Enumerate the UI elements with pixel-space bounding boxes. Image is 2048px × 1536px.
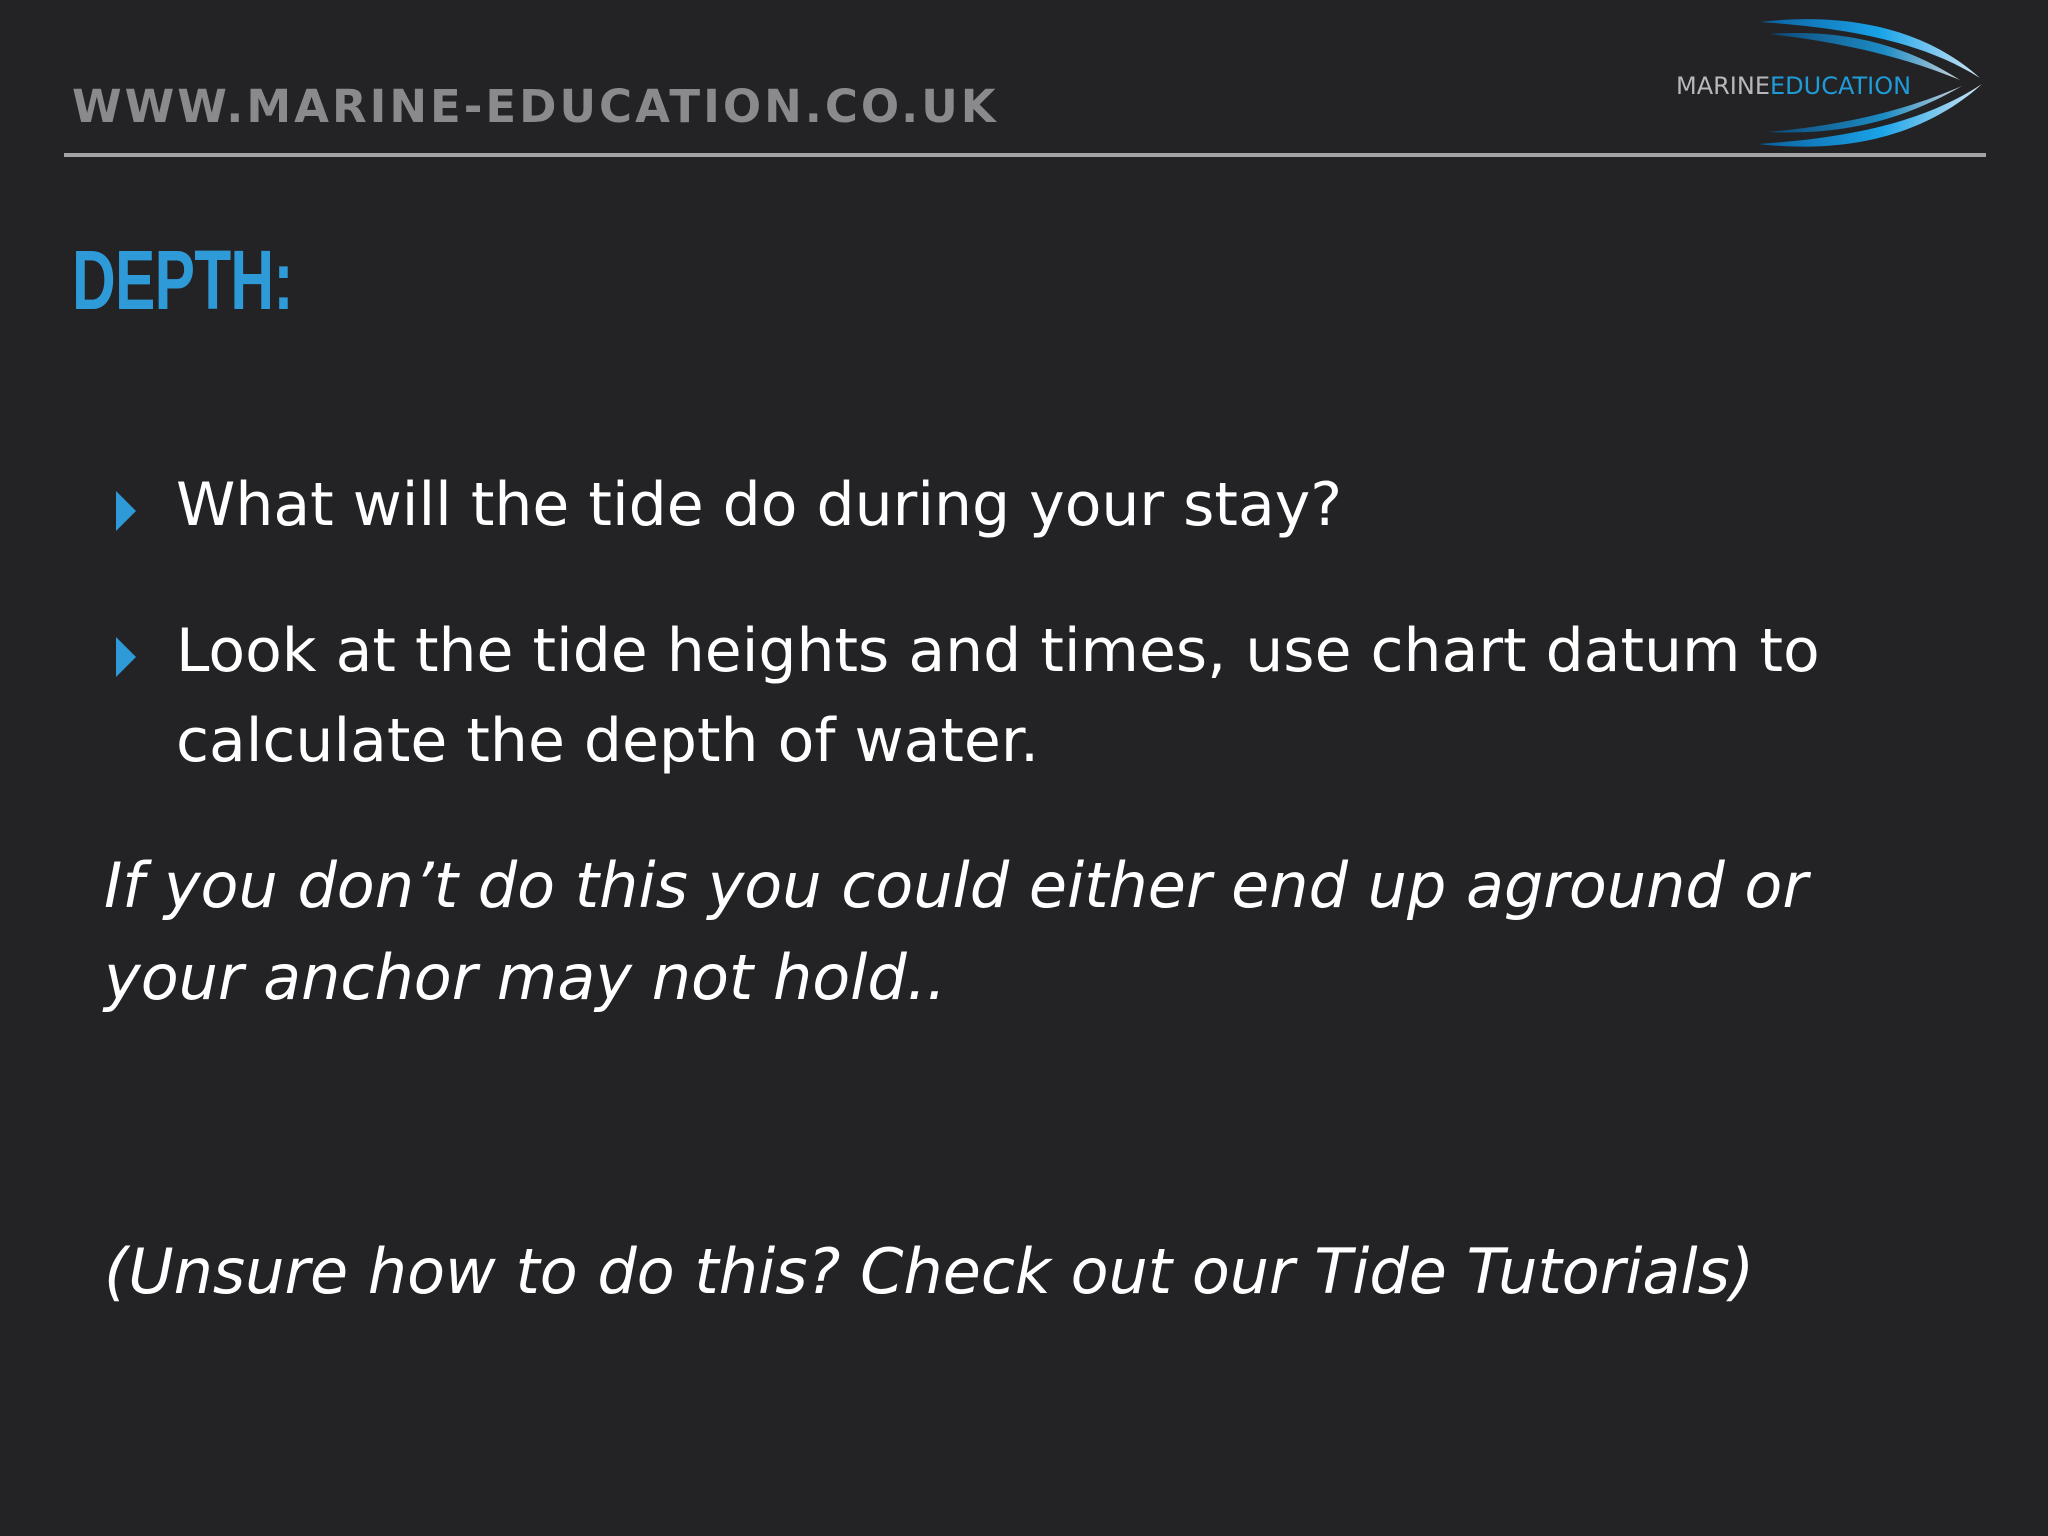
logo-word-marine: MARINE <box>1676 72 1770 100</box>
warning-note: If you don’t do this you could either end up aground or your anchor may not hold.. <box>104 849 1808 1014</box>
bullet-item <box>116 606 1876 786</box>
bullet-text: What will the tide do during your stay? <box>176 470 1343 540</box>
triangle-bullet-icon <box>116 491 136 531</box>
bullet-item <box>116 460 1876 550</box>
tutorial-note: (Unsure how to do this? Check out our Tide Tutorials) <box>104 1235 1755 1308</box>
header-divider <box>64 153 1986 157</box>
triangle-bullet-icon <box>116 637 136 677</box>
bullet-list <box>116 460 1876 842</box>
slide-title: DEPTH: <box>72 233 293 327</box>
logo-text <box>1676 72 1911 100</box>
logo-word-education: EDUCATION <box>1770 72 1912 100</box>
site-url: WWW.MARINE-EDUCATION.CO.UK <box>72 80 999 133</box>
bullet-text: Look at the tide heights and times, use chart datum to calculate the depth of water. <box>176 616 1820 776</box>
marine-education-logo <box>1660 8 2000 158</box>
